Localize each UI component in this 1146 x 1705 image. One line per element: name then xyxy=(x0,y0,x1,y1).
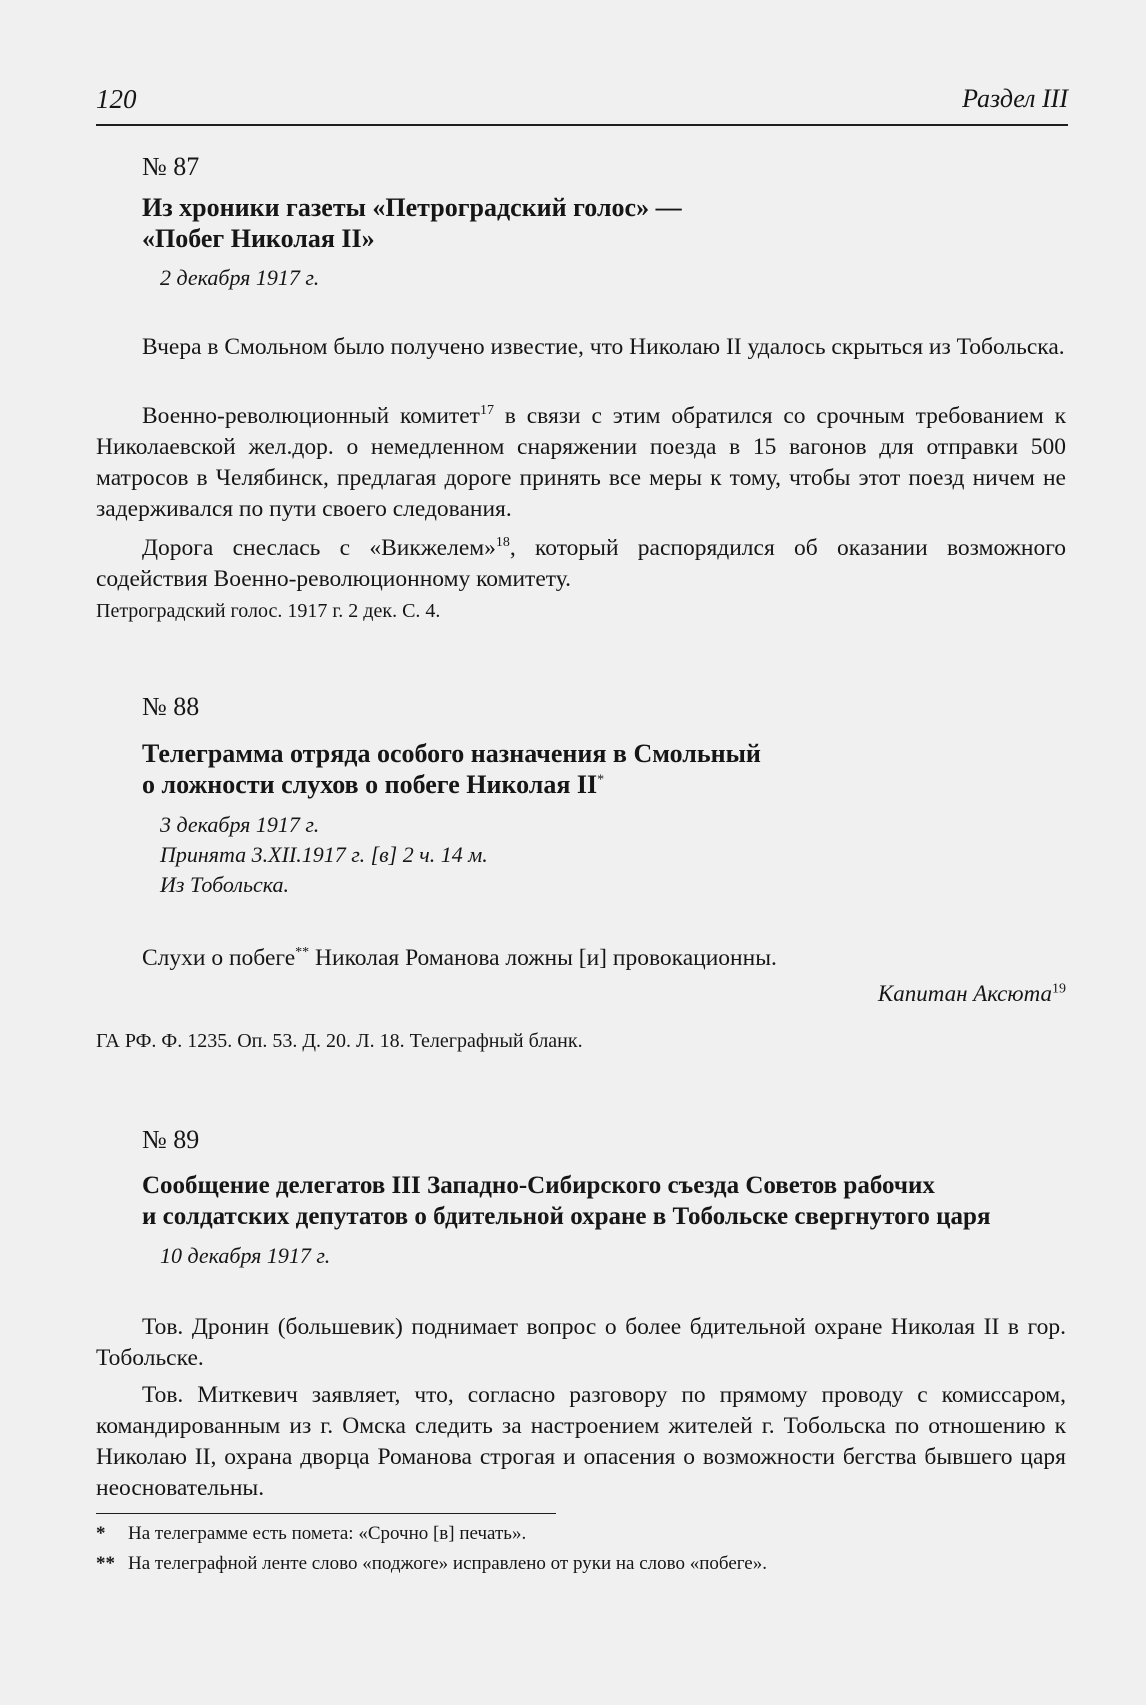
paragraph: Вчера в Смольном было получено известие, что Николаю II удалось скрыться из Тобольска. xyxy=(142,334,1065,360)
footnote-ref: 18 xyxy=(495,535,510,551)
paragraph-text: Военно-революционный комитет xyxy=(142,403,480,429)
source-reference: Петроградский голос. 1917 г. 2 дек. С. 4. xyxy=(96,600,441,622)
received-stamp: Принята 3.XII.1917 г. [в] 2 ч. 14 м. xyxy=(160,842,488,867)
footnote-ref: 17 xyxy=(479,403,494,419)
footnote-ref: ** xyxy=(295,945,310,961)
doc-title-line: Сообщение делегатов III Западно-Сибирского съезда Советов рабочих xyxy=(142,1172,935,1199)
page-number: 120 xyxy=(96,84,137,114)
paragraph-text: Слухи о побеге xyxy=(142,945,296,971)
paragraph-text: , который распорядился об оказании возможного содействия Военно-революционному комитету. xyxy=(96,535,1066,592)
doc-number: № 87 xyxy=(142,152,200,181)
doc-title xyxy=(142,1170,990,1232)
footnote xyxy=(96,1523,526,1545)
doc-title xyxy=(142,738,761,800)
footnote-divider xyxy=(96,1513,556,1514)
paragraph: Тов. Дронин (большевик) поднимает вопрос о более бдительной охране Николая II в гор. Тобольске. xyxy=(96,1314,1066,1371)
doc-title-line: Из хроники газеты «Петроградский голос» — xyxy=(142,193,682,222)
footnote-marker: ** xyxy=(96,1553,115,1574)
doc-number: № 89 xyxy=(142,1125,200,1154)
doc-title xyxy=(142,192,682,254)
section-title: Раздел III xyxy=(962,84,1068,113)
doc-number: № 88 xyxy=(142,692,200,721)
doc-date: 10 декабря 1917 г. xyxy=(160,1243,331,1268)
paragraph xyxy=(96,533,1066,595)
footnote xyxy=(96,1553,767,1575)
source-reference: ГА РФ. Ф. 1235. Оп. 53. Д. 20. Л. 18. Телеграфный бланк. xyxy=(96,1030,583,1052)
footnote-text: На телеграфной ленте слово «поджоге» исправлено от руки на слово «побеге». xyxy=(128,1553,767,1574)
document-87 xyxy=(96,152,1066,632)
doc-title-line: «Побег Николая II» xyxy=(142,224,375,253)
doc-date: 2 декабря 1917 г. xyxy=(160,265,320,290)
doc-title-line: и солдатских депутатов о бдительной охране в Тобольске свергнутого царя xyxy=(142,1203,991,1230)
paragraph xyxy=(96,943,1066,974)
doc-title-text: о ложности слухов о побеге Николая II xyxy=(142,770,598,799)
doc-title-line: Телеграмма отряда особого назначения в Смольный xyxy=(142,739,761,768)
document-89 xyxy=(96,1125,1066,1505)
footnote-ref: 19 xyxy=(1052,981,1066,997)
paragraph: Тов. Миткевич заявляет, что, согласно разговору по прямому проводу с комиссаром, командированным из г. Омска следить за настроением жителей г. Тобольска по отношению к Николаю II, охрана дворца Романова строгая и опасения о возможности бегства бывшего царя неосновательны. xyxy=(96,1382,1066,1501)
footnote-marker: * xyxy=(96,1523,106,1544)
footnote-ref: * xyxy=(597,772,605,788)
paragraph-text: в связи с этим обратился со срочным требованием к Николаевской жел.дор. о немедленном снаряжении поезда в 15 вагонов для отправки 500 матросов в Челябинск, предлагая дороге принять все меры к тому, чтобы этот поезд ничем не задерживался по пути своего следования. xyxy=(96,403,1066,522)
running-header xyxy=(96,84,1068,126)
doc-date: 3 декабря 1917 г. xyxy=(160,812,320,837)
origin-line: Из Тобольска. xyxy=(160,872,289,897)
paragraph-text: Дорога снеслась с «Викжелем» xyxy=(142,535,496,561)
paragraph xyxy=(96,401,1066,525)
footnote-text: На телеграмме есть помета: «Срочно [в] печать». xyxy=(128,1523,527,1544)
document-88 xyxy=(96,692,1066,1052)
paragraph-text: Николая Романова ложны [и] провокационны. xyxy=(309,945,777,971)
signature xyxy=(878,981,1066,1007)
signature-text: Капитан Аксюта xyxy=(877,981,1052,1006)
doc-title-line xyxy=(142,769,761,800)
